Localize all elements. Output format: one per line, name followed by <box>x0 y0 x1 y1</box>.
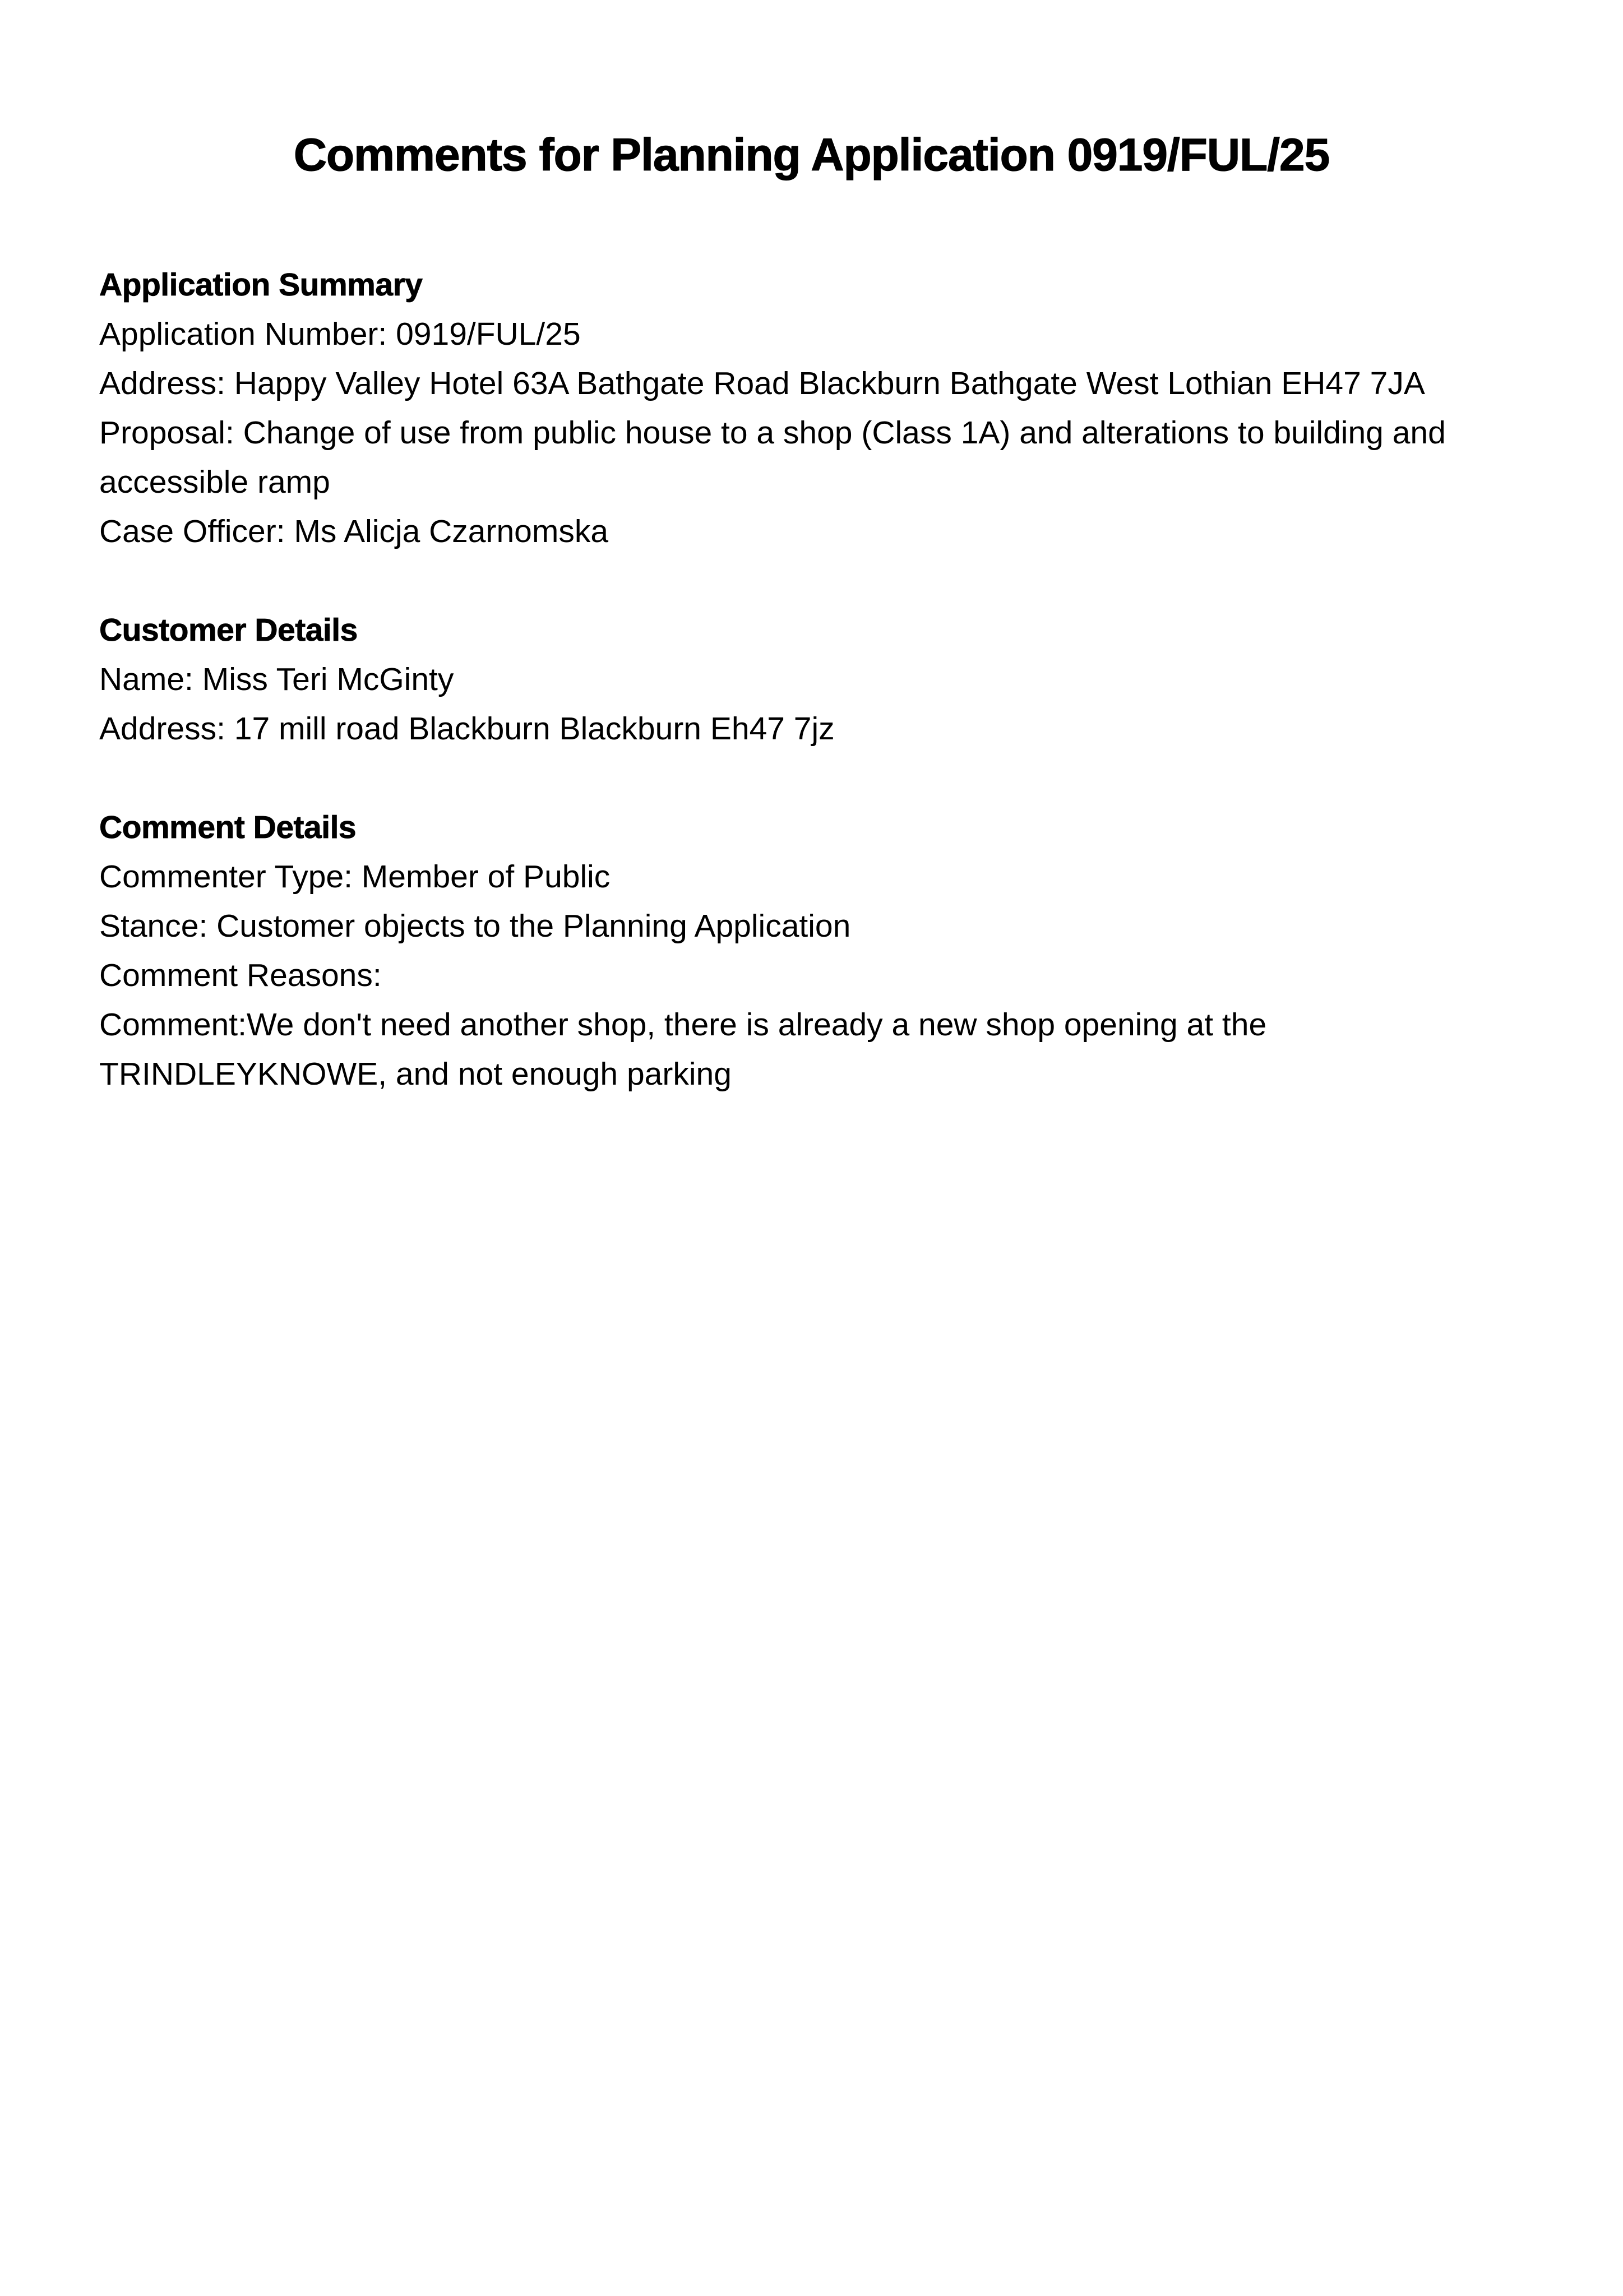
document-body <box>99 260 1534 1148</box>
application-summary-section <box>99 260 1534 556</box>
customer-name: Name: Miss Teri McGinty <box>99 661 454 697</box>
application-address: Address: Happy Valley Hotel 63A Bathgate Road Blackburn Bathgate West Lothian EH47 7JA <box>99 365 1425 401</box>
application-summary-heading: Application Summary <box>99 267 423 303</box>
page-title: Comments for Planning Application 0919/FUL/25 <box>293 129 1330 180</box>
application-proposal: Proposal: Change of use from public house to a shop (Class 1A) and alterations to building and accessible ramp <box>99 415 1446 500</box>
customer-address: Address: 17 mill road Blackburn Blackburn Eh47 7jz <box>99 711 835 747</box>
customer-details-heading: Customer Details <box>99 612 358 648</box>
comment-text: Comment:We don't need another shop, there is already a new shop opening at the TRINDLEYKNOWE, and not enough parking <box>99 1007 1267 1092</box>
customer-details-section <box>99 605 1534 753</box>
case-officer: Case Officer: Ms Alicja Czarnomska <box>99 513 609 549</box>
comment-details-section <box>99 803 1534 1099</box>
commenter-type: Commenter Type: Member of Public <box>99 859 611 895</box>
comment-reasons: Comment Reasons: <box>99 957 382 993</box>
stance: Stance: Customer objects to the Planning Application <box>99 908 851 944</box>
comment-details-heading: Comment Details <box>99 809 357 845</box>
application-number: Application Number: 0919/FUL/25 <box>99 316 581 352</box>
